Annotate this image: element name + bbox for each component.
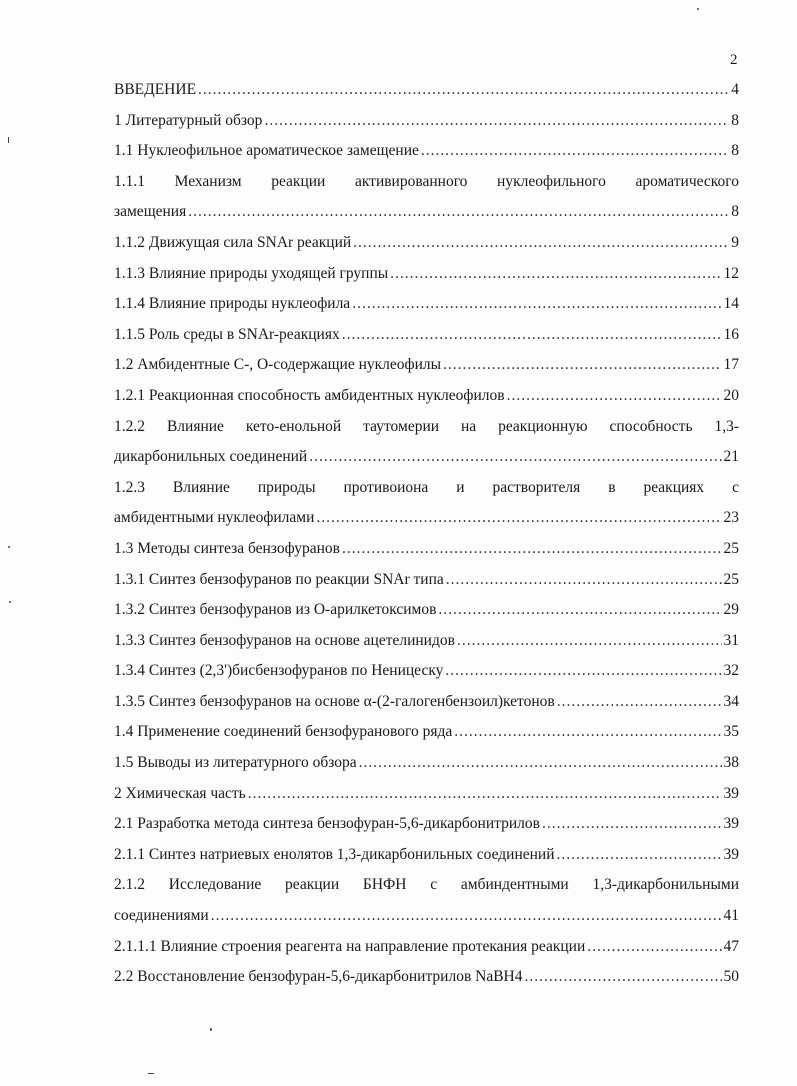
toc-entry: замещения ..... 8 [114,197,739,228]
toc-entry-line1: 1.2.3 Влияние природы противоиона и растворителя в реакциях с [114,478,739,496]
table-of-contents [114,75,739,993]
toc-entry: соединениями ..... 41 [114,901,739,932]
toc-entry: ВВЕДЕНИЕ ..... 4 [114,75,739,106]
toc-entry: 2 Химическая часть ..... 39 [114,779,739,810]
toc-entry: 2.1.1.1 Влияние строения реагента на направление протекания реакции ..... 47 [114,932,739,963]
toc-entry: 1 Литературный обзор ..... 8 [114,106,739,137]
toc-entry: 1.2.1 Реакционная способность амбидентных нуклеофилов ..... 20 [114,381,739,412]
toc-entry-line1: 1.1.1 Механизм реакции активированного нуклеофильного ароматического [114,172,739,190]
toc-entry: 1.1.4 Влияние природы нуклеофила ..... 14 [114,289,739,320]
toc-entry: 2.1 Разработка метода синтеза бензофуран-5,6-дикарбонитрилов ..... 39 [114,809,739,840]
toc-entry-line1: 1.2.2 Влияние кето-енольной таутомерии на реакционную способность 1,3- [114,417,739,435]
toc-entry: дикарбонильных соединений ..... 21 [114,442,739,473]
toc-entry: 1.1.2 Движущая сила SNAr реакций ..... 9 [114,228,739,259]
toc-entry: 1.1.3 Влияние природы уходящей группы ..... 12 [114,259,739,290]
toc-entry-line1: 2.1.2 Исследование реакции БНФН с амбиндентными 1,3-дикарбонильными [114,876,739,894]
toc-entry: 1.3.3 Синтез бензофуранов на основе ацетелинидов ..... 31 [114,626,739,657]
scan-speck [8,137,9,143]
toc-entry: амбидентными нуклеофилами ..... 23 [114,503,739,534]
toc-entry: 1.1.5 Роль среды в SNAr-реакциях ..... 16 [114,320,739,351]
toc-entry: 1.3 Методы синтеза бензофуранов ..... 25 [114,534,739,565]
toc-entry: 1.3.1 Синтез бензофуранов по реакции SNAr типа ..... 25 [114,565,739,596]
toc-entry: 2.1.1 Синтез натриевых енолятов 1,3-дикарбонильных соединений ..... 39 [114,840,739,871]
scan-speck [210,1028,212,1031]
toc-entry: 2.2 Восстановление бензофуран-5,6-дикарбонитрилов NaBH4 ..... 50 [114,962,739,993]
toc-entry: 1.5 Выводы из литературного обзора ..... 38 [114,748,739,779]
toc-entry: 1.1 Нуклеофильное ароматическое замещение ..... 8 [114,136,739,167]
toc-entry: 1.4 Применение соединений бензофуранового ряда ..... 35 [114,717,739,748]
scan-speck [148,1073,154,1074]
scan-speck [9,601,11,603]
scan-speck [697,8,699,10]
toc-entry: 1.3.5 Синтез бензофуранов на основе α-(2-галогенбензоил)кетонов ..... 34 [114,687,739,718]
toc-entry: 1.2 Амбидентные С-, О-содержащие нуклеофилы ..... 17 [114,350,739,381]
page-number: 2 [730,52,738,68]
scan-speck [8,546,10,548]
toc-entry: 1.3.2 Синтез бензофуранов из О-арилкетоксимов ..... 29 [114,595,739,626]
toc-entry: 1.3.4 Синтез (2,3')бисбензофуранов по Неницеску ..... 32 [114,656,739,687]
